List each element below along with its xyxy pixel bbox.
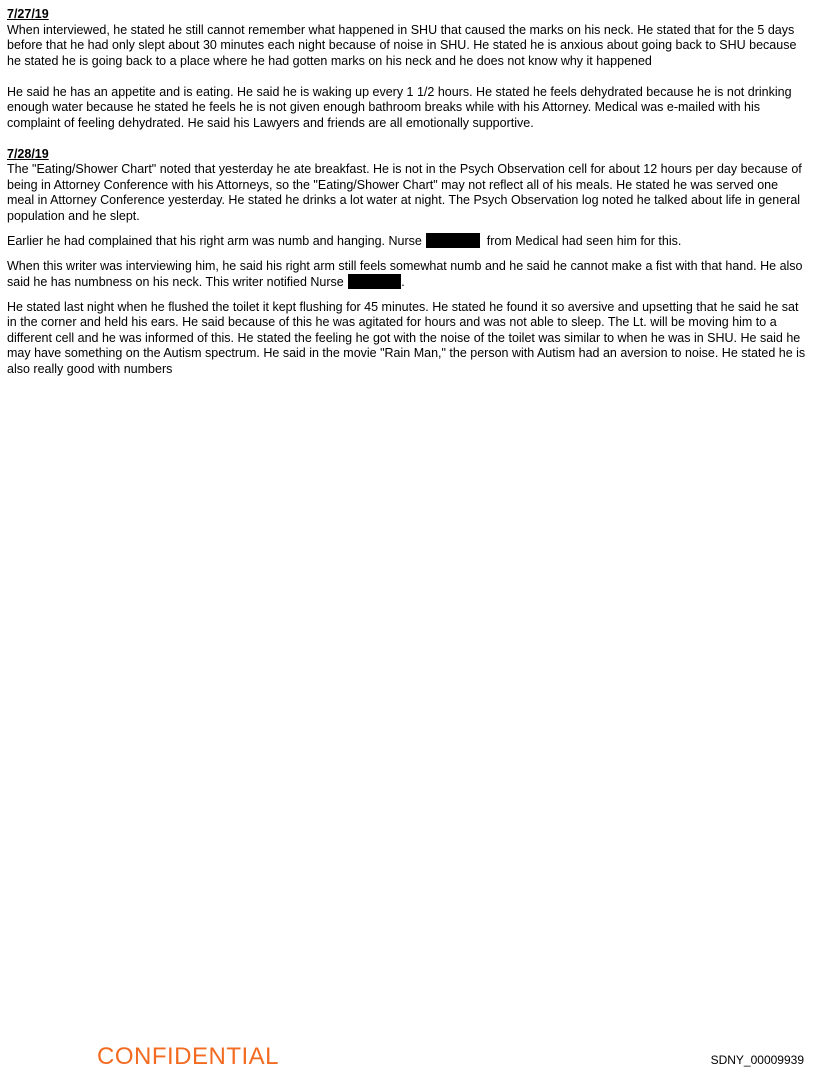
paragraph-text: Earlier he had complained that his right arm was numb and hanging. Nurse <box>7 234 422 248</box>
entry-paragraph <box>7 233 807 250</box>
entry-paragraph: He said he has an appetite and is eating. He said he is waking up every 1 1/2 hours. He stated he feels dehydrated because he is not drinking enough water because he stated he feels he is not given enough bathroom breaks while with his Attorney. Medical was e-mailed with his complaint of feeling dehydrated. He said his Lawyers and friends are all emotionally supportive. <box>7 84 792 130</box>
entry-date: 7/27/19 <box>7 7 49 21</box>
paragraph-text: from Medical had seen him for this. <box>486 234 682 248</box>
document-body <box>7 7 807 377</box>
entry-paragraph: When interviewed, he stated he still cannot remember what happened in SHU that caused the marks on his neck. He stated that for the 5 days before that he had only slept about 30 minutes each night because of noise in SHU. He stated he is anxious about going back to SHU because he stated he is going back to a place where he had gotten marks on his neck and he does not know why it happened <box>7 22 797 68</box>
entry-paragraph <box>7 259 807 291</box>
entry-paragraph: The "Eating/Shower Chart" noted that yesterday he ate breakfast. He is not in the Psych Observation cell for about 12 hours per day because of being in Attorney Conference with his Attorneys, so the "Eating/Shower Chart" may not reflect all of his meals. He stated he was served one meal in Attorney Conference yesterday. He stated he drinks a lot water at night. The Psych Observation log noted he talked about life in general population and he slept. <box>7 162 802 223</box>
paragraph-text: . <box>401 275 405 289</box>
confidential-stamp: CONFIDENTIAL <box>97 1043 280 1070</box>
redaction-box <box>426 233 480 248</box>
paragraph-text: When this writer was interviewing him, he said his right arm still feels somewhat numb and he said he cannot make a fist with that hand. He also said he has numbness on his neck. This writer notified Nurse <box>7 258 803 289</box>
bates-number: SDNY_00009939 <box>710 1053 804 1067</box>
entry-paragraph: He stated last night when he flushed the toilet it kept flushing for 45 minutes. He stated he found it so aversive and upsetting that he said he sat in the corner and held his ears. He said because of this he was agitated for hours and was not able to sleep. The Lt. will be moving him to a different cell and he was informed of this. He stated the feeling he got with the noise of the toilet was similar to when he was in SHU. He said he may have something on the Autism spectrum. He said in the movie "Rain Man," the person with Autism had an aversion to noise. He stated he is also really good with numbers <box>7 299 806 376</box>
entry-date: 7/28/19 <box>7 146 49 161</box>
redaction-box <box>348 274 401 289</box>
